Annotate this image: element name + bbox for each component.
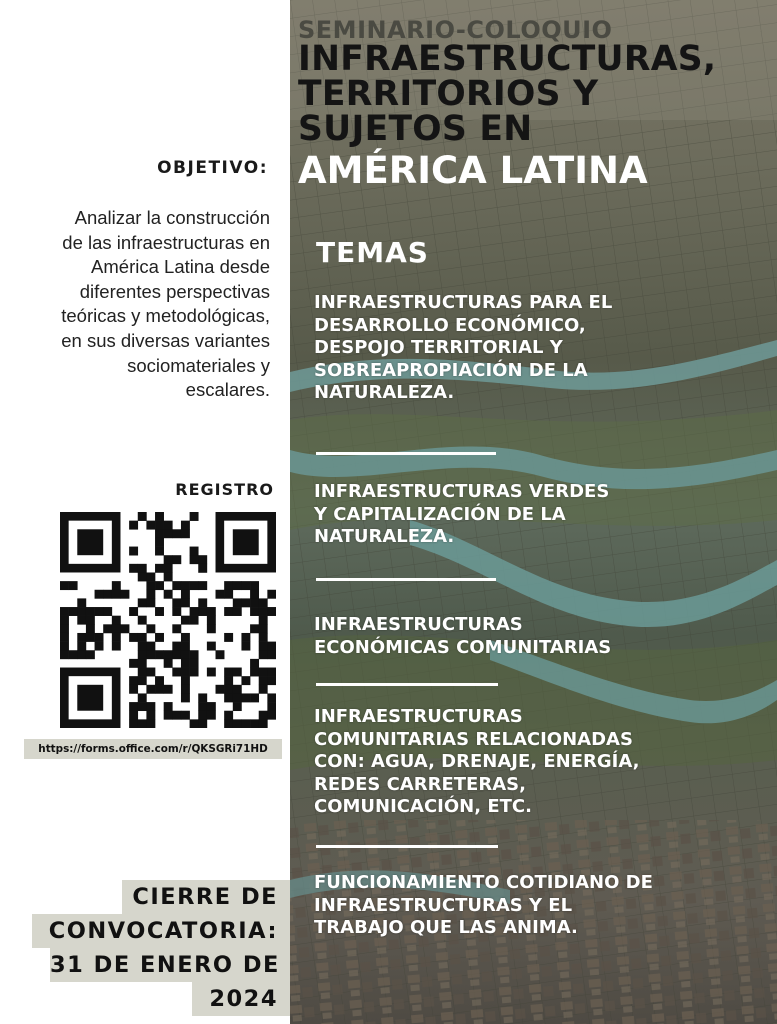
cierre-line: CIERRE DE: [122, 880, 290, 914]
objetivo-line: sociomateriales y: [127, 354, 270, 376]
topic-line: REDES CARRETERAS,: [314, 773, 526, 795]
qr-code-icon[interactable]: [60, 512, 276, 728]
topic-line: DESPOJO TERRITORIAL Y: [314, 337, 563, 358]
topic-line: INFRAESTRUCTURAS Y EL: [314, 894, 573, 916]
topic-line: FUNCIONAMIENTO COTIDIANO DE: [314, 872, 653, 893]
topic-divider: [316, 452, 496, 455]
topic-line: COMUNITARIAS RELACIONADAS: [314, 728, 633, 750]
topic-line: ECONÓMICAS COMUNITARIAS: [314, 636, 612, 658]
topic-item: [314, 872, 774, 940]
topic-line: INFRAESTRUCTURAS VERDES: [314, 481, 610, 502]
objetivo-line: Analizar la construcción: [74, 207, 270, 228]
topic-line: Y CAPITALIZACIÓN DE LA: [314, 503, 566, 525]
title-line: TERRITORIOS Y: [298, 74, 599, 114]
topic-line: INFRAESTRUCTURAS: [314, 614, 523, 635]
topic-item: [314, 292, 774, 405]
topic-item: [314, 481, 774, 549]
topic-line: NATURALEZA.: [314, 382, 455, 403]
topic-item: [314, 614, 774, 659]
topic-divider: [316, 578, 496, 581]
topic-line: INFRAESTRUCTURAS PARA EL: [314, 292, 613, 313]
objetivo-line: en sus diversas variantes: [61, 329, 270, 351]
topic-line: TRABAJO QUE LAS ANIMA.: [314, 917, 578, 938]
objetivo-line: escalares.: [185, 379, 270, 401]
objetivo-line: diferentes perspectivas: [79, 280, 270, 302]
cierre-line: 2024: [192, 982, 290, 1016]
topic-line: SOBREAPROPIACIÓN DE LA: [314, 359, 588, 381]
topic-divider: [316, 845, 498, 848]
subtitle: SEMINARIO-COLOQUIO: [298, 16, 613, 44]
title-highlight: AMÉRICA LATINA: [298, 149, 648, 192]
objetivo-heading: OBJETIVO:: [157, 158, 268, 178]
title-line: INFRAESTRUCTURAS,: [298, 39, 717, 79]
cierre-line: 31 DE ENERO DE: [50, 948, 290, 982]
right-column: [290, 0, 777, 1024]
left-column: [0, 0, 290, 1024]
topic-item: [314, 706, 774, 819]
topic-line: DESARROLLO ECONÓMICO,: [314, 314, 586, 336]
qr-code-graphic: [60, 512, 276, 728]
cierre-line: CONVOCATORIA:: [32, 914, 290, 948]
page-title: [298, 39, 777, 149]
topic-line: INFRAESTRUCTURAS: [314, 706, 523, 727]
registro-url-link[interactable]: https://forms.office.com/r/QKSGRi71HD: [24, 739, 282, 759]
topic-line: CON: AGUA, DRENAJE, ENERGÍA,: [314, 751, 640, 772]
topic-line: NATURALEZA.: [314, 526, 455, 547]
objetivo-line: América Latina desde: [91, 256, 270, 278]
objetivo-line: teóricas y metodológicas,: [61, 305, 270, 327]
temas-heading: TEMAS: [316, 236, 429, 269]
registro-heading: REGISTRO: [175, 480, 274, 499]
objetivo-text: [0, 206, 270, 403]
topic-divider: [316, 683, 498, 686]
objetivo-line: de las infraestructuras en: [62, 231, 270, 253]
title-line: SUJETOS EN: [298, 109, 533, 149]
topic-line: COMUNICACIÓN, ETC.: [314, 796, 532, 817]
